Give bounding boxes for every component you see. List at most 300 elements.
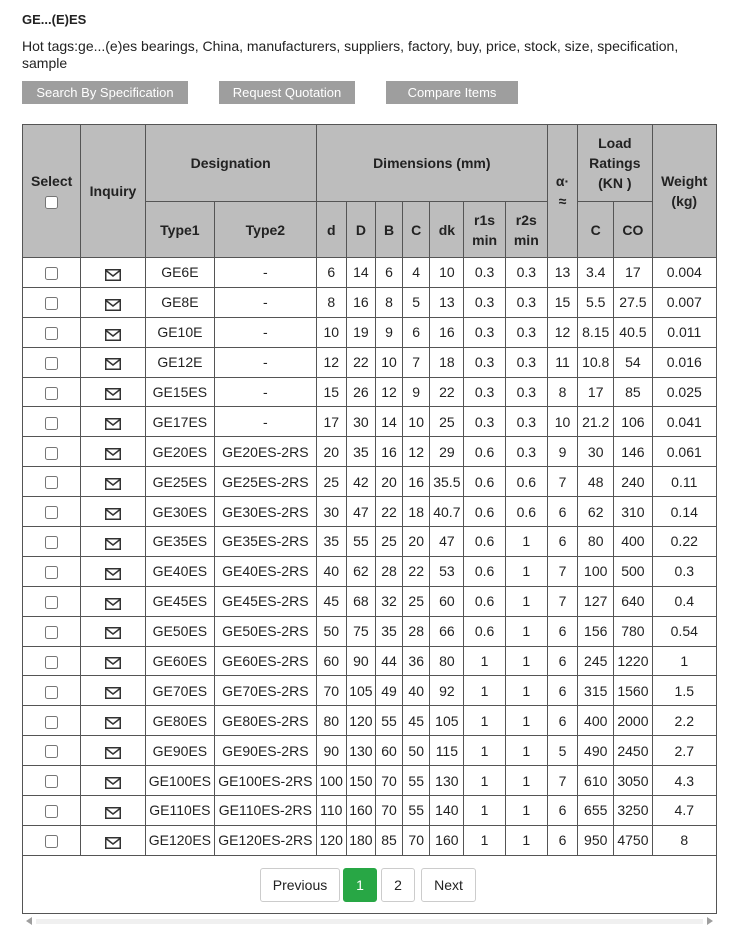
inquiry-cell [81, 646, 145, 676]
select-cell [23, 766, 81, 796]
weight-cell: 2.7 [652, 736, 716, 766]
weight-cell: 0.007 [652, 287, 716, 317]
c-cell: 28 [403, 616, 430, 646]
table-row [23, 527, 717, 557]
type1-cell: GE17ES [145, 407, 214, 437]
weight-header [652, 125, 716, 258]
r1s-cell: 0.6 [464, 467, 505, 497]
select-cell [23, 796, 81, 826]
mail-icon[interactable] [105, 656, 121, 668]
r1s-cell: 1 [464, 736, 505, 766]
r1s-cell: 0.3 [464, 317, 505, 347]
select-cell [23, 497, 81, 527]
page-1-button[interactable]: 1 [343, 868, 377, 902]
type1-cell: GE110ES [145, 796, 214, 826]
alpha-cell: 6 [547, 497, 577, 527]
d-cell: 30 [316, 497, 346, 527]
c-cell: 4 [403, 258, 430, 288]
dk-cell: 92 [430, 676, 464, 706]
row-select-checkbox[interactable] [45, 297, 58, 310]
alpha-cell: 8 [547, 377, 577, 407]
inquiry-cell [81, 377, 145, 407]
dk-header: dk [430, 202, 464, 258]
mail-icon[interactable] [105, 417, 121, 429]
load-c-cell: 950 [578, 825, 614, 855]
type1-cell: GE6E [145, 258, 214, 288]
c-cell: 25 [403, 586, 430, 616]
d-cell: 25 [316, 467, 346, 497]
type2-cell: GE100ES-2RS [215, 766, 317, 796]
weight-cell: 0.041 [652, 407, 716, 437]
mail-icon[interactable] [105, 567, 121, 579]
load-c-header: C [578, 202, 614, 258]
r1s-cell: 0.6 [464, 497, 505, 527]
table-row [23, 437, 717, 467]
type2-cell: - [215, 347, 317, 377]
dk-cell: 13 [430, 287, 464, 317]
c-header: C [403, 202, 430, 258]
inquiry-cell [81, 527, 145, 557]
outer-d-cell: 68 [346, 586, 375, 616]
b-cell: 70 [375, 766, 402, 796]
row-select-checkbox[interactable] [45, 716, 58, 729]
d-header: d [316, 202, 346, 258]
type1-header: Type1 [145, 202, 214, 258]
type2-cell: GE70ES-2RS [215, 676, 317, 706]
row-select-checkbox[interactable] [45, 327, 58, 340]
inquiry-cell [81, 676, 145, 706]
alpha-cell: 9 [547, 437, 577, 467]
dk-cell: 35.5 [430, 467, 464, 497]
r2s-cell: 1 [505, 766, 547, 796]
load-co-header: CO [614, 202, 652, 258]
mail-icon[interactable] [105, 268, 121, 280]
weight-cell: 0.016 [652, 347, 716, 377]
d-cell: 12 [316, 347, 346, 377]
load-ratings-line2: Ratings [589, 155, 641, 171]
select-header-label: Select [31, 173, 73, 189]
d-cell: 90 [316, 736, 346, 766]
row-select-checkbox[interactable] [45, 357, 58, 370]
row-select-checkbox[interactable] [45, 686, 58, 699]
request-quotation-button[interactable]: Request Quotation [219, 81, 355, 104]
row-select-checkbox[interactable] [45, 566, 58, 579]
b-cell: 70 [375, 796, 402, 826]
load-c-cell: 3.4 [578, 258, 614, 288]
type1-cell: GE8E [145, 287, 214, 317]
d-cell: 35 [316, 527, 346, 557]
alpha-cell: 7 [547, 586, 577, 616]
page-title: GE...(E)ES [22, 12, 87, 27]
b-cell: 35 [375, 616, 402, 646]
c-cell: 12 [403, 437, 430, 467]
load-c-cell: 48 [578, 467, 614, 497]
type1-cell: GE35ES [145, 527, 214, 557]
b-cell: 9 [375, 317, 402, 347]
mail-icon[interactable] [105, 328, 121, 340]
inquiry-cell [81, 467, 145, 497]
b-cell: 25 [375, 527, 402, 557]
scroll-right-arrow-icon[interactable] [707, 917, 713, 925]
load-co-cell: 85 [614, 377, 652, 407]
alpha-cell: 7 [547, 467, 577, 497]
row-select-checkbox[interactable] [45, 476, 58, 489]
table-row [23, 586, 717, 616]
d-cell: 17 [316, 407, 346, 437]
alpha-header [547, 125, 577, 258]
select-cell [23, 825, 81, 855]
weight-cell: 4.3 [652, 766, 716, 796]
weight-cell: 2.2 [652, 706, 716, 736]
previous-page-button[interactable]: Previous [260, 868, 340, 902]
load-co-cell: 640 [614, 586, 652, 616]
inquiry-cell [81, 586, 145, 616]
r2s-cell: 1 [505, 556, 547, 586]
pagination-container [22, 856, 717, 914]
type2-cell: GE25ES-2RS [215, 467, 317, 497]
select-cell [23, 347, 81, 377]
r2s-cell: 1 [505, 706, 547, 736]
mail-icon[interactable] [105, 716, 121, 728]
outer-d-cell: 90 [346, 646, 375, 676]
r2s-cell: 0.3 [505, 258, 547, 288]
row-select-checkbox[interactable] [45, 805, 58, 818]
mail-icon[interactable] [105, 806, 121, 818]
approx-symbol: ≈ [558, 193, 567, 209]
dk-cell: 25 [430, 407, 464, 437]
table-row [23, 825, 717, 855]
alpha-cell: 7 [547, 556, 577, 586]
table-row [23, 467, 717, 497]
c-cell: 70 [403, 825, 430, 855]
load-co-cell: 146 [614, 437, 652, 467]
row-select-checkbox[interactable] [45, 835, 58, 848]
load-c-cell: 400 [578, 706, 614, 736]
load-c-cell: 610 [578, 766, 614, 796]
table-row [23, 646, 717, 676]
mail-icon[interactable] [105, 776, 121, 788]
mail-icon[interactable] [105, 686, 121, 698]
horizontal-scrollbar[interactable] [22, 915, 717, 928]
load-c-cell: 655 [578, 796, 614, 826]
d-cell: 60 [316, 646, 346, 676]
c-cell: 18 [403, 497, 430, 527]
weight-cell: 1.5 [652, 676, 716, 706]
weight-cell: 0.025 [652, 377, 716, 407]
type1-cell: GE100ES [145, 766, 214, 796]
outer-d-header: D [346, 202, 375, 258]
type1-cell: GE60ES [145, 646, 214, 676]
r2s-cell: 1 [505, 736, 547, 766]
load-c-cell: 10.8 [578, 347, 614, 377]
outer-d-cell: 22 [346, 347, 375, 377]
mail-icon[interactable] [105, 836, 121, 848]
table-row [23, 676, 717, 706]
row-select-checkbox[interactable] [45, 387, 58, 400]
c-cell: 10 [403, 407, 430, 437]
b-cell: 10 [375, 347, 402, 377]
inquiry-cell [81, 287, 145, 317]
dk-cell: 22 [430, 377, 464, 407]
dk-cell: 10 [430, 258, 464, 288]
mail-icon[interactable] [105, 507, 121, 519]
inquiry-cell [81, 796, 145, 826]
c-cell: 40 [403, 676, 430, 706]
row-select-checkbox[interactable] [45, 536, 58, 549]
inquiry-cell [81, 258, 145, 288]
outer-d-cell: 14 [346, 258, 375, 288]
load-ratings-line1: Load [598, 135, 632, 151]
c-cell: 36 [403, 646, 430, 676]
compare-items-button[interactable]: Compare Items [386, 81, 518, 104]
load-c-cell: 127 [578, 586, 614, 616]
select-cell [23, 527, 81, 557]
row-select-checkbox[interactable] [45, 656, 58, 669]
type2-cell: GE110ES-2RS [215, 796, 317, 826]
alpha-cell: 6 [547, 706, 577, 736]
inquiry-cell [81, 407, 145, 437]
r1s-cell: 0.3 [464, 287, 505, 317]
dimensions-header: Dimensions (mm) [316, 125, 547, 202]
c-cell: 55 [403, 796, 430, 826]
select-cell [23, 616, 81, 646]
row-select-checkbox[interactable] [45, 626, 58, 639]
b-cell: 8 [375, 287, 402, 317]
alpha-cell: 6 [547, 616, 577, 646]
table-row [23, 616, 717, 646]
dk-cell: 29 [430, 437, 464, 467]
mail-icon[interactable] [105, 298, 121, 310]
row-select-checkbox[interactable] [45, 596, 58, 609]
type2-cell: GE35ES-2RS [215, 527, 317, 557]
mail-icon[interactable] [105, 537, 121, 549]
row-select-checkbox[interactable] [45, 506, 58, 519]
outer-d-cell: 105 [346, 676, 375, 706]
alpha-cell: 6 [547, 825, 577, 855]
outer-d-cell: 150 [346, 766, 375, 796]
dk-cell: 80 [430, 646, 464, 676]
type2-cell: - [215, 407, 317, 437]
load-co-cell: 54 [614, 347, 652, 377]
type1-cell: GE25ES [145, 467, 214, 497]
d-cell: 45 [316, 586, 346, 616]
table-row [23, 556, 717, 586]
select-cell [23, 586, 81, 616]
select-all-checkbox[interactable] [45, 196, 58, 209]
b-cell: 32 [375, 586, 402, 616]
r1s-cell: 0.6 [464, 586, 505, 616]
c-cell: 22 [403, 556, 430, 586]
r2s-cell: 0.3 [505, 377, 547, 407]
inquiry-cell [81, 736, 145, 766]
c-cell: 50 [403, 736, 430, 766]
type2-cell: - [215, 287, 317, 317]
d-cell: 40 [316, 556, 346, 586]
d-cell: 50 [316, 616, 346, 646]
row-select-checkbox[interactable] [45, 775, 58, 788]
row-select-checkbox[interactable] [45, 745, 58, 758]
type1-cell: GE45ES [145, 586, 214, 616]
type2-cell: GE20ES-2RS [215, 437, 317, 467]
select-cell [23, 646, 81, 676]
outer-d-cell: 47 [346, 497, 375, 527]
alpha-cell: 6 [547, 676, 577, 706]
scrollbar-track[interactable] [36, 919, 703, 924]
d-cell: 110 [316, 796, 346, 826]
d-cell: 20 [316, 437, 346, 467]
load-c-cell: 100 [578, 556, 614, 586]
d-cell: 120 [316, 825, 346, 855]
table-row [23, 706, 717, 736]
b-cell: 12 [375, 377, 402, 407]
r1s-cell: 0.3 [464, 407, 505, 437]
c-cell: 20 [403, 527, 430, 557]
type2-cell: - [215, 317, 317, 347]
d-cell: 10 [316, 317, 346, 347]
mail-icon[interactable] [105, 477, 121, 489]
load-c-cell: 80 [578, 527, 614, 557]
c-cell: 16 [403, 467, 430, 497]
b-cell: 20 [375, 467, 402, 497]
next-page-button[interactable]: Next [421, 868, 476, 902]
dk-cell: 105 [430, 706, 464, 736]
c-cell: 9 [403, 377, 430, 407]
type2-cell: GE50ES-2RS [215, 616, 317, 646]
type1-cell: GE15ES [145, 377, 214, 407]
type2-header: Type2 [215, 202, 317, 258]
weight-cell: 0.004 [652, 258, 716, 288]
weight-cell: 1 [652, 646, 716, 676]
r2s-label: r2s [515, 211, 537, 228]
d-cell: 70 [316, 676, 346, 706]
r1s-header [464, 202, 505, 258]
select-cell [23, 736, 81, 766]
designation-header: Designation [145, 125, 316, 202]
load-co-cell: 500 [614, 556, 652, 586]
weight-unit: (kg) [671, 193, 698, 209]
weight-cell: 4.7 [652, 796, 716, 826]
outer-d-cell: 180 [346, 825, 375, 855]
outer-d-cell: 26 [346, 377, 375, 407]
r1s-cell: 0.6 [464, 437, 505, 467]
page-2-button[interactable]: 2 [381, 868, 415, 902]
table-body [23, 258, 717, 856]
load-c-cell: 5.5 [578, 287, 614, 317]
select-cell [23, 377, 81, 407]
inquiry-cell [81, 556, 145, 586]
r1s-cell: 1 [464, 766, 505, 796]
r2s-cell: 0.3 [505, 407, 547, 437]
table-row [23, 796, 717, 826]
c-cell: 45 [403, 706, 430, 736]
r1s-cell: 1 [464, 706, 505, 736]
d-cell: 80 [316, 706, 346, 736]
row-select-checkbox[interactable] [45, 447, 58, 460]
b-cell: 28 [375, 556, 402, 586]
alpha-cell: 10 [547, 407, 577, 437]
b-cell: 22 [375, 497, 402, 527]
search-by-specification-button[interactable]: Search By Specification [22, 81, 188, 104]
r1s-cell: 0.6 [464, 616, 505, 646]
scroll-left-arrow-icon[interactable] [26, 917, 32, 925]
outer-d-cell: 120 [346, 706, 375, 736]
outer-d-cell: 16 [346, 287, 375, 317]
type1-cell: GE80ES [145, 706, 214, 736]
type2-cell: - [215, 377, 317, 407]
load-co-cell: 1220 [614, 646, 652, 676]
alpha-cell: 15 [547, 287, 577, 317]
b-cell: 16 [375, 437, 402, 467]
dk-cell: 53 [430, 556, 464, 586]
outer-d-cell: 35 [346, 437, 375, 467]
load-co-cell: 3050 [614, 766, 652, 796]
outer-d-cell: 55 [346, 527, 375, 557]
mail-icon[interactable] [105, 447, 121, 459]
alpha-cell: 13 [547, 258, 577, 288]
type2-cell: GE40ES-2RS [215, 556, 317, 586]
r1s-cell: 1 [464, 796, 505, 826]
mail-icon[interactable] [105, 357, 121, 369]
alpha-cell: 6 [547, 796, 577, 826]
mail-icon[interactable] [105, 597, 121, 609]
c-cell: 7 [403, 347, 430, 377]
load-co-cell: 4750 [614, 825, 652, 855]
outer-d-cell: 62 [346, 556, 375, 586]
r2s-header [505, 202, 547, 258]
dk-cell: 60 [430, 586, 464, 616]
outer-d-cell: 30 [346, 407, 375, 437]
table-row [23, 736, 717, 766]
mail-icon[interactable] [105, 626, 121, 638]
b-cell: 85 [375, 825, 402, 855]
r2s-cell: 0.3 [505, 437, 547, 467]
type1-cell: GE40ES [145, 556, 214, 586]
weight-cell: 0.4 [652, 586, 716, 616]
load-c-cell: 156 [578, 616, 614, 646]
outer-d-cell: 19 [346, 317, 375, 347]
dk-cell: 160 [430, 825, 464, 855]
outer-d-cell: 130 [346, 736, 375, 766]
alpha-cell: 12 [547, 317, 577, 347]
outer-d-cell: 160 [346, 796, 375, 826]
select-cell [23, 706, 81, 736]
row-select-checkbox[interactable] [45, 267, 58, 280]
r1s-cell: 1 [464, 825, 505, 855]
mail-icon[interactable] [105, 746, 121, 758]
type2-cell: GE45ES-2RS [215, 586, 317, 616]
mail-icon[interactable] [105, 387, 121, 399]
type1-cell: GE50ES [145, 616, 214, 646]
inquiry-cell [81, 706, 145, 736]
inquiry-cell [81, 317, 145, 347]
table-row [23, 497, 717, 527]
type2-cell: GE120ES-2RS [215, 825, 317, 855]
r2s-cell: 1 [505, 825, 547, 855]
b-cell: 60 [375, 736, 402, 766]
d-cell: 6 [316, 258, 346, 288]
weight-label: Weight [661, 173, 708, 189]
dk-cell: 140 [430, 796, 464, 826]
type2-cell: - [215, 258, 317, 288]
row-select-checkbox[interactable] [45, 417, 58, 430]
specifications-table [22, 124, 717, 856]
inquiry-cell [81, 766, 145, 796]
load-co-cell: 3250 [614, 796, 652, 826]
load-co-cell: 1560 [614, 676, 652, 706]
select-cell [23, 407, 81, 437]
r1s-cell: 0.3 [464, 347, 505, 377]
dk-cell: 18 [430, 347, 464, 377]
